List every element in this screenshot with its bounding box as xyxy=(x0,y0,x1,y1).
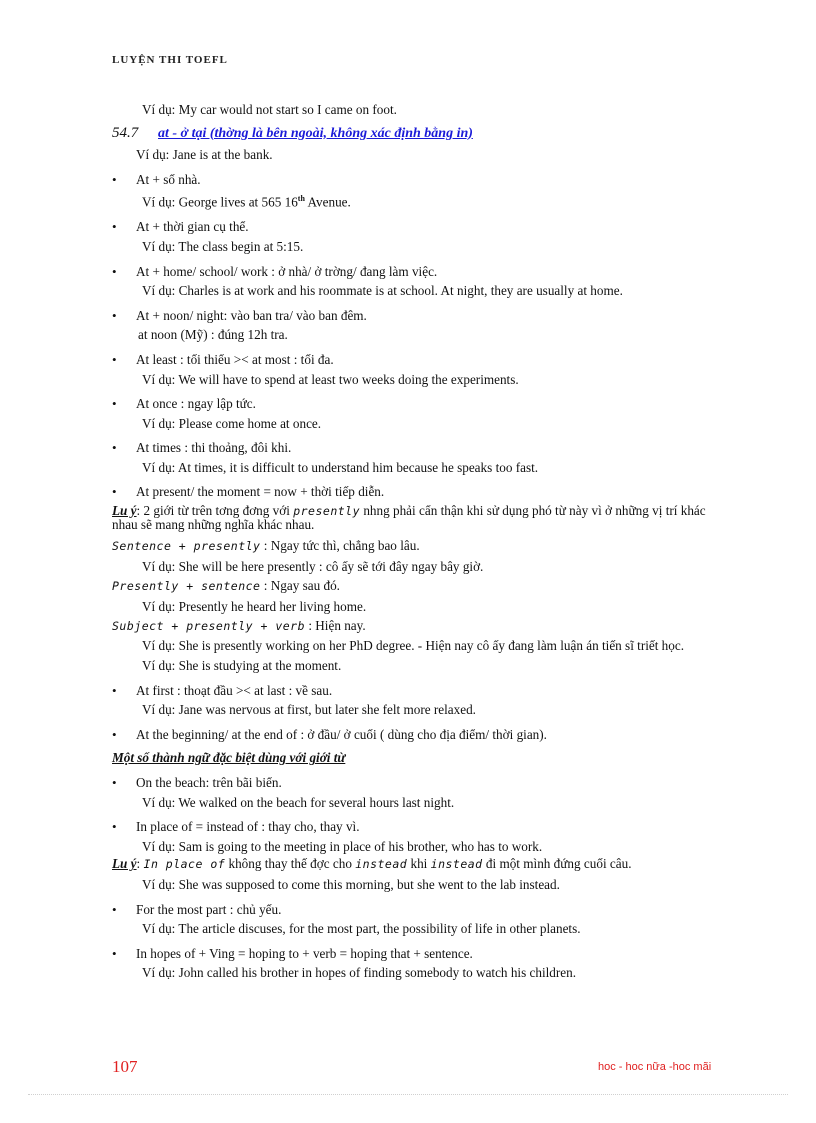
item-example: Ví dụ: Jane was nervous at first, but later she felt more relaxed. xyxy=(142,702,476,718)
page-content xyxy=(112,100,732,983)
page-number: 107 xyxy=(112,1057,138,1076)
bullet-icon: • xyxy=(112,171,117,187)
list-item xyxy=(112,217,732,256)
bullet-icon: • xyxy=(112,396,117,412)
item-text: At least : tối thiểu >< at most : tối đa. xyxy=(136,351,334,367)
bullet-icon: • xyxy=(112,775,117,791)
list-item xyxy=(112,817,732,856)
list-item xyxy=(112,900,732,939)
item-example: Ví dụ: Charles is at work and his roommate is at school. At night, they are usually at home. xyxy=(142,283,623,299)
item-text: In place of = instead of : thay cho, thay vì. xyxy=(136,819,360,835)
example-line: Ví dụ: She will be here presently : cô ấy sẽ tới đây ngay bây giờ. xyxy=(142,558,484,574)
item-text: At times : thi thoảng, đôi khi. xyxy=(136,440,292,456)
list-item xyxy=(112,170,732,213)
footer-tagline: hoc - hoc nữa -hoc mãi xyxy=(598,1061,712,1073)
bullet-icon: • xyxy=(112,682,117,698)
item-text: At + số nhà. xyxy=(136,171,201,187)
running-header: LUYỆN THI TOEFL xyxy=(112,54,228,66)
keyword: presently xyxy=(293,504,361,519)
bullet-icon: • xyxy=(112,219,117,235)
note-instead: Lu ý: In place of không thay thế đợc cho instead khi instead đi một mình đứng cuối câu. xyxy=(112,856,632,872)
note-presently: Lu ý: 2 giới từ trên tơng đơng với presently nhng phải cẩn thận khi sử dụng phó từ này vì ở những vị trí khác nhau sẽ mang những nghĩa khác nhau. xyxy=(112,503,706,533)
bullet-icon: • xyxy=(112,307,117,323)
item-text: At + home/ school/ work : ở nhà/ ở trờng/ đang làm việc. xyxy=(136,263,438,279)
item-example: Ví dụ: The class begin at 5:15. xyxy=(142,238,304,254)
bullet-icon: • xyxy=(112,726,117,742)
bullet-icon: • xyxy=(112,440,117,456)
item-example: Ví dụ: We walked on the beach for several hours last night. xyxy=(142,794,455,810)
item-example: Ví dụ: Sam is going to the meeting in place of his brother, who has to work. xyxy=(142,838,543,854)
item-text: In hopes of + Ving = hoping to + verb = hoping that + sentence. xyxy=(136,945,473,961)
item-example: Ví dụ: At times, it is difficult to understand him because he speaks too fast. xyxy=(142,459,539,475)
example-line: Ví dụ: She is presently working on her PhD degree. - Hiện nay cô ấy đang làm luận án tiến sĩ triết học. xyxy=(142,638,685,654)
note-label: Lu ý xyxy=(112,856,137,872)
item-example: Ví dụ: George lives at 565 16th Avenue. xyxy=(142,194,351,210)
bullet-icon: • xyxy=(112,945,117,961)
section-number: 54.7 xyxy=(112,124,139,141)
item-text: At + thời gian cụ thể. xyxy=(136,219,249,235)
bullet-icon: • xyxy=(112,901,117,917)
item-example: Ví dụ: We will have to spend at least two weeks doing the experiments. xyxy=(142,371,519,387)
item-text: At the beginning/ at the end of : ở đầu/ ở cuối ( dùng cho địa điểm/ thời gian). xyxy=(136,726,547,742)
item-text: At + noon/ night: vào ban tra/ vào ban đêm. xyxy=(136,307,367,323)
item-text: At present/ the moment = now + thời tiếp diễn. xyxy=(136,484,385,500)
list-item xyxy=(112,350,732,389)
item-text: For the most part : chủ yếu. xyxy=(136,901,282,917)
list-item xyxy=(112,725,732,745)
note-label: Lu ý xyxy=(112,503,137,519)
page-bottom-divider xyxy=(28,1094,788,1095)
example-line: Ví dụ: She was supposed to come this morning, but she went to the lab instead. xyxy=(142,876,560,892)
superscript: th xyxy=(297,194,305,204)
item-subtext: at noon (Mỹ) : đúng 12h tra. xyxy=(138,327,288,343)
example-line: Ví dụ: Presently he heard her living home. xyxy=(142,598,367,614)
usage-line: Sentence + presently : Ngay tức thì, chẳng bao lâu. xyxy=(112,538,420,554)
item-example: Ví dụ: Please come home at once. xyxy=(142,415,322,431)
section-title: at - ở tại (thờng là bên ngoài, không xác định bằng in) xyxy=(158,125,473,141)
item-text: At once : ngay lập tức. xyxy=(136,396,256,412)
item-example: Ví dụ: John called his brother in hopes of finding somebody to watch his children. xyxy=(142,965,577,981)
section-heading xyxy=(112,124,732,144)
bullet-icon: • xyxy=(112,351,117,367)
list-item xyxy=(112,438,732,477)
example-line: Ví dụ: Jane is at the bank. xyxy=(136,147,273,163)
example-line: Ví dụ: She is studying at the moment. xyxy=(142,658,342,674)
bullet-icon: • xyxy=(112,819,117,835)
item-text: At first : thoạt đầu >< at last : về sau. xyxy=(136,682,333,698)
bullet-icon: • xyxy=(112,263,117,279)
item-text: On the beach: trên bãi biển. xyxy=(136,775,282,791)
list-item xyxy=(112,306,732,345)
usage-line: Presently + sentence : Ngay sau đó. xyxy=(112,578,340,594)
list-item xyxy=(112,944,732,983)
list-item xyxy=(112,394,732,433)
list-item xyxy=(112,262,732,301)
list-item xyxy=(112,482,732,502)
list-item xyxy=(112,773,732,812)
item-example: Ví dụ: The article discuses, for the most part, the possibility of life in other planets. xyxy=(142,921,581,937)
usage-line: Subject + presently + verb : Hiện nay. xyxy=(112,618,366,634)
example-line: Ví dụ: My car would not start so I came on foot. xyxy=(142,102,397,117)
idioms-heading: Một số thành ngữ đặc biệt dùng với giới từ xyxy=(112,750,346,766)
bullet-icon: • xyxy=(112,484,117,500)
list-item xyxy=(112,681,732,720)
